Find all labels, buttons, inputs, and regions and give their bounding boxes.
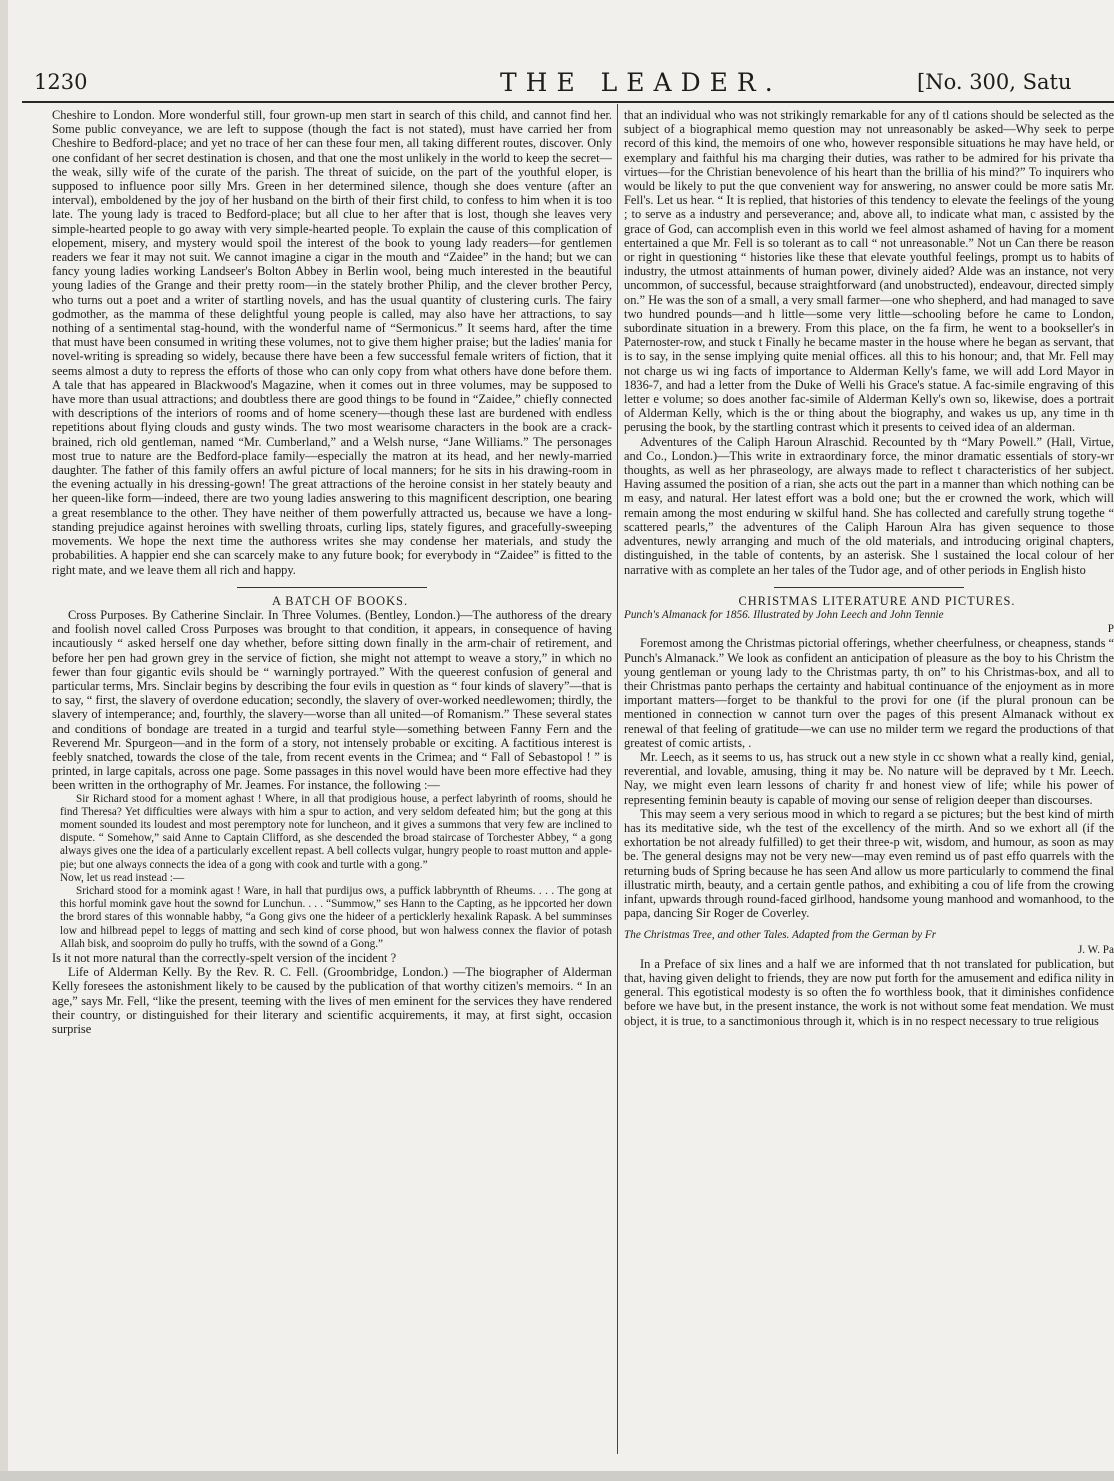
punch-paragraph-1: Foremost among the Christmas pictorial offerings, whether cheerfulness, or cheapness, stands “ Punch's Almanack.” We look as confident an anticipation of pleasure as the boy to his Christm the young gentleman or young lady to the Christmas party, th on” to his Christmas-box, and all to their Christmas panto perhaps the certainty and habitual continuance of the enjoyment as in more important matters—forget to be thankful to the provi for one (if the plural pronoun can be mentioned in connection w cannot turn over the pages of this present Almanack without ex renewal of that feeling of gratitude—we can use no milder term we regard the productions of that greatest of comic artists, .: [624, 636, 1114, 750]
masthead: THE LEADER.: [500, 68, 782, 97]
page-header: [22, 64, 1114, 98]
punch-paragraph-3: This may seem a very serious mood in which to regard a se pictures; but the best kind of mirth has its meditative side, wh the test of the excellency of the mirth. And so we exhort all (if the exhortation be not already fulfilled) to get their three-p wit, wisdom, and humour, as soon as may be. The general designs may not be very new—may even remind us of past effo quarrels with the returning buds of Spring because he has seen And allow us more particularly to commend the final illustratic mirth, beauty, and a certain gentle pathos, and exhibiting a cou of life from the crowing infant, upwards through round-faced girlhood, handsome young manhood and womanhood, to the papa, dancing Sir Roger de Coverley.: [624, 806, 1114, 921]
tree-caption-end: J. W. Pa: [1077, 943, 1114, 956]
caliph-review: Adventures of the Caliph Haroun Alraschid. Recounted by th “Mary Powell.” (Hall, Virtue, and Co., London.)—This write in extraordinary force, the minor dramatic essentials of story-wr thoughts, as well as her phraseology, are always made to reflect t characteristics of her subject. Having assumed the position of a rian, she acts out the part in a manner than which nothing can be m easy, and natural. Her latest effort was a bold one; but the er crowned the work, which will remain among the most enduring w skilful hand. She has collected and carefully strung togethe “ scattered pearls,” the adventures of the Caliph Haroun Alra has given sequence to those adventures, newly arranging and much of the old materials, and introducing original chapters, distinguished, in the table of contents, by an asterisk. She l sustained the local colour of her narrative with as complete an her tales of the Tudor age, and of other periods in English histo: [624, 434, 1114, 577]
column-divider: [617, 104, 618, 1454]
christmas-heading: CHRISTMAS LITERATURE AND PICTURES.: [738, 593, 1016, 608]
review-zaidee-text: Cheshire to London. More wonderful still, four grown-up men start in search of this child, and cannot find her. Some public conveyance, we are left to suppose (though the fact is not stated), must have carried her from Cheshire to Bedford-place; and yet no trace of her can these four men, all taking different routes, discover. Only one confidant of her secret destination is chosen, and that one the most unlikely in the world to keep the secret—the weak, silly wife of the curate of the parish. The threat of suicide, on the part of the youthful eloper, is supposed to influence poor silly Mrs. Green in her determined silence, though she does venture (after an interval), emboldened by the joy of her husband on the birth of their first child, to confess to him when it is too late. The young lady is traced to Bedford-place; but all clue to her after that is lost, though she leaves very simple-hearted people to go away with very simple-hearted people. To explain the cause of this complication of elopement, misery, and mystery would spoil the interest of the book to young lady readers—for gentlemen readers we fear it may not suit. We cannot imagine a cigar in the mouth and “Zaidee” in the hand; but we can fancy young ladies working Landseer's Bolton Abbey in Berlin wool, being much interested in the beautiful young ladies of the Grange and their pretty room—in the stately brother Philip, and the clever brother Percy, who turns out a poet and a writer of startling novels, and has the usual quantity of clustering curls. The fairy godmother, as the mamma of these delightful young people is called, may also have her attractions, to say nothing of a sentimental stag-hound, with the wonderful name of “Sermonicus.” It seems hard, after the time that must have been consumed in writing these volumes, not to give them higher praise; but the ladies' mania for novel-writing is spreading so widely, because there have been a few successful female writers of fiction, that it seems almost a duty to repress the efforts of those who can only copy from what others have done before them. A tale that has appeared in Blackwood's Magazine, when it comes out in three volumes, may be supposed to have more than usual attractions; and doubtless there are good things to be found in “Zaidee,” chiefly connected with descriptions of the interiors of rooms and of home scenery—though these last are burdened with endless repetitions about flying clouds and gusty winds. The two most wearisome characters in the book are a crack-brained, rich old gentleman, named “Mr. Cumberland,” and a Welsh nurse, “Jane Williams.” The personages most true to nature are the Bedford-place family—especially the matron at its head, and her newly-married daughter. The father of this family offers an awful picture of local manners; for he sits in his drawing-room in the evening actually in his dressing-gown! The great attractions of the heroine consist in her stately beauty and her queen-like form—indeed, there are two young ladies answering to this magnificent description, one bearing a great resemblance to the other. They have neither of them powerfully attracted us, because we have a long-standing prejudice against heroines with swelling throats, curling lips, stately figures, and gracefully-sweeping movements. We hope the next time the authoress writes she may condense her materials, and study the probabilities. A happier end she can scarcely make to any future book; for everybody in “Zaidee” is fitted to the right mate, and we leave them all rich and happy.: [52, 108, 612, 577]
quote-original: Sir Richard stood for a moment aghast ! Where, in all that prodigious house, a perfect labyrinth of rooms, should he find Theresa? Yet difficulties were always with him a spur to action, and very seldom defeated him; but the gong at this moment sounded its loudest and most peremptory note for luncheon, and it gives a summons that very few are inclined to dispute. “ Somehow,” said Anne to Captain Clifford, as she descended the broad staircase of Torchester Abbey, “ a gong always gives one the idea of a particularly excellent repast. A bell collects vulgar, hungry people to roast mutton and apple-pie; but one always connects the idea of a gong with cook and turtle with a gong.”: [60, 792, 612, 871]
tree-paragraph: In a Preface of six lines and a half we are informed that th not translated for publication, but that, having given delight to friends, they are now put forth for the amusement and edifica nility in general. This egotistical modesty is so often the fo worthless book, that it diminishes confidence before we have but, in the present instance, the work is not without some feat mendation. We must object, it is true, to a sanctimonious through it, which is in no respect necessary to true religious: [624, 956, 1114, 1028]
page-number: 1230: [34, 70, 88, 94]
scan-edge: [0, 0, 8, 1481]
section-heading: A BATCH OF BOOKS.: [271, 593, 409, 608]
left-column: [52, 108, 612, 1453]
quote-phonetic: Srichard stood for a momink agast ! Ware, in hall that purdijus ows, a puffick labbryntth of Rheums. . . . The gong at this horful momink gave hout the sownd for Lunchun. . . . “Summow,” ses Hann to the Capting, as he ippcorted her down the brord stares of this wonnable habby, “a Gong givs one the hideer of a perticklerly hexalink Rapask. A bel summinses low and hilbread pepel to leggs of matting and sech kind of corse phood, but won halwess connex the flavior of potash Allah bisk, and sooproim do pully ho truffs, with the sownd of a Gong.”: [60, 884, 612, 950]
right-column: [624, 108, 1114, 1453]
punch-caption: Punch's Almanack for 1856. Illustrated by John Leech and John Tennie: [624, 608, 944, 621]
tree-caption: The Christmas Tree, and other Tales. Adapted from the German by Fr: [624, 929, 937, 942]
scan-bottom-edge: [0, 1471, 1114, 1481]
issue-label: [No. 300, Satu: [917, 70, 1072, 94]
alderman-continued: that an individual who was not strikingly remarkable for any of tl cations should be selected as the subject of a biographical memo question may not unreasonably be asked—Why seek to perpe record of this kind, the memoirs of one who, however responsible situations he may have held, or exemplary and faithful his ma charging their duties, was rather to be admired for his private tha virtues—for the Christian benevolence of his heart than the brillia of his mind?” To inquirers who would be likely to put the que convenient way for answering, no answer could be more satis Mr. Fell's. Let us hear. “ It is replied, that histories of this tendency to elevate the feelings of the young ; to serve as a industry and perseverance; and, above all, to indicate what man, c assisted by the grace of God, can accomplish even in this world we feel almost ashamed of having for a moment entertained a que Mr. Fell is so tolerant as to call “ not unreasonable.” Not un Can there be reason or right in questioning “ histories like these that elevate youthful feelings, prompt us to habits of industry, the utmost attainments of human power, divinely aided? Alde was an instance, not very uncommon, of successful, because straightforward (and unobstructed), endeavour, directed simply on.” He was the son of a small, a very small farmer—one who shepherd, and had managed to save two hundred pounds—and h little—some very little—schooling before he came to London, subordinate situation in a brewery. From this place, on the fa firm, he went to a bookseller's in Paternoster-row, and stuck t Finally he became master in the house where he began as servant, that is to say, in the sense implying quite menial offices. all this to his honour; and, that Mr. Fell may not charge us wi ing facts of importance to Alderman Kelly's fame, we will add Lord Mayor in 1836-7, and had a letter from the Duke of Welli his Grace's statue. A fac-simile engraving of this letter e volume; so does another fac-simile of Alderman Kelly's own so, likewise, does a portrait of Alderman Kelly, which is the or thing about the biography, and wakes us up, any time in th perusing the book, by the startling contrast which it presents to ceived idea of an alderman.: [624, 108, 1114, 435]
punch-caption-end: P: [1107, 623, 1114, 636]
cross-purposes-review: Cross Purposes. By Catherine Sinclair. In Three Volumes. (Bentley, London.)—The authoress of the dreary and foolish novel called Cross Purposes was brought to that condition, it appears, in consequence of having incautiously “ asked herself one day whether, before sitting down finally in the arm-chair of retirement, and before her pen had grown grey in the service of fiction, she might not attempt to weave a story,” in which no fewer than four gigantic evils should be “ warningly portrayed.” With the queerest confusion of general and particular terms, Mrs. Sinclair begins by describing the four evils in question as “ four kinds of slavery”—that is to say, “ first, the slavery of overdone education; secondly, the slavery of over-worked needlewomen; thirdly, the slavery of intemperance; and, fourthly, the slavery—worse than all united—of Romanism.” These several states and conditions of bondage are treated in a turgid and tearful style—something between Fanny Fern and the Reverend Mr. Spurgeon—and in the form of a story, not intensely probable or exciting. A factitious interest is feebly snatched, towards the close of the tale, from recent events in the Crimea; and “ Fall of Sebastopol ! ” is printed, in large capitals, across one page. Some passages in this novel would have been more effective had they been written in the orthography of Mr. Jeames. For instance, the following :—: [52, 607, 612, 793]
now-read-line: Now, let us read instead :—: [60, 871, 185, 884]
alderman-review: Life of Alderman Kelly. By the Rev. R. C. Fell. (Groombridge, London.) —The biographer of Alderman Kelly foresees the astonishment likely to be caused by the publication of that worthy citizen's memoirs. “ In an age,” says Mr. Fell, “like the present, teeming with the lives of men eminent for the services they have rendered their country, or distinguished for their literary and scientific acquirements, it may, at first sight, occasion surprise: [52, 965, 612, 1036]
header-rule: [22, 101, 1114, 103]
section-divider: [237, 587, 427, 588]
question-line: Is it not more natural than the correctly-spelt version of the incident ?: [52, 950, 397, 965]
section-divider-right: [774, 587, 964, 588]
punch-paragraph-2: Mr. Leech, as it seems to us, has struck out a new style in cc shown what a really kind, genial, reverential, and lovable, amusing, thing it may be. No nature will be depraved by t Mr. Leech. Nay, we might even learn lessons of charity fr and honest view of life; while his power of representing feminin beauty is capable of moving our sense of religion deeper than discourses.: [624, 749, 1114, 807]
